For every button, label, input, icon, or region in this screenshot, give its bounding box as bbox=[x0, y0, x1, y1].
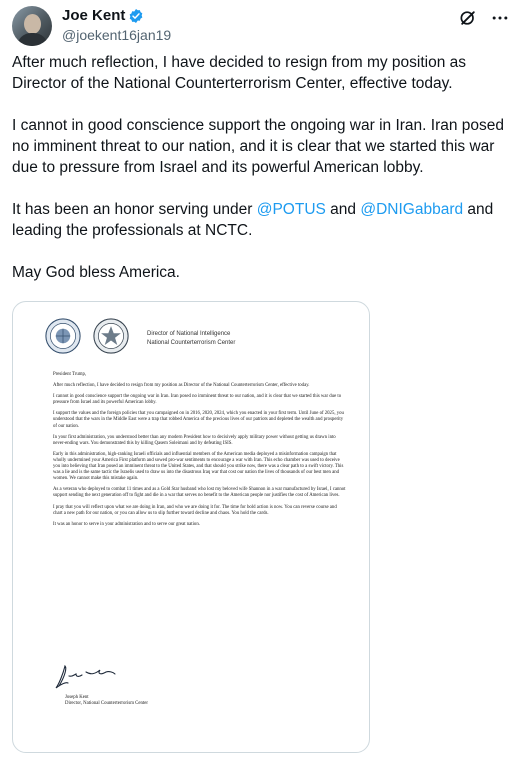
attached-image[interactable] bbox=[12, 301, 370, 753]
tweet-paragraph: May God bless America. bbox=[12, 264, 180, 281]
letter-body bbox=[53, 372, 347, 533]
tweet-paragraph: After much reflection, I have decided to resign from my position as Director of the National Counterterrorism Center, effective today. bbox=[12, 54, 467, 92]
tweet-text bbox=[12, 52, 508, 304]
letter-paragraph: I cannot in good conscience support the ongoing war in Iran. Iran posed no imminent threat to our nation, and it is clear that we started this war due to pressure from Israel and its powerful American lobby. bbox=[53, 394, 342, 406]
verified-badge-icon[interactable] bbox=[128, 8, 144, 24]
handwritten-signature bbox=[53, 664, 123, 692]
user-handle[interactable]: @joekent16jan19 bbox=[62, 27, 172, 43]
display-name[interactable]: Joe Kent bbox=[62, 7, 126, 24]
letter-salutation: President Trump, bbox=[53, 372, 87, 377]
signer-name: Joseph Kent bbox=[65, 695, 89, 700]
more-options-icon[interactable] bbox=[490, 8, 510, 28]
mention-link-dnigabbard[interactable]: @DNIGabbard bbox=[360, 201, 464, 218]
signer-block bbox=[65, 695, 148, 707]
letter-paragraph: Early in this administration, high-ranking Israeli officials and influential members of the American media deployed a misinformation campaign that wholly undermined your America First platform and sowed pro-war sentiments to encourage a war with Iran. This echo chamber was used to deceive you into believing that Iran posed an imminent threat to the United States, and that should you strike now, there was a clear path to a swift victory. This was a lie and is the same tactic the Israelis used to draw us into the disastrous Iraq war that cost our nation the lives of thousands of our best men and women. We cannot make this mistake again. bbox=[53, 451, 344, 482]
letter-paragraph: As a veteran who deployed to combat 11 times and as a Gold Star husband who lost my beloved wife Shannon in a war manufactured by Israel, I cannot support sending the next generation off to fight and die in a war that serves no benefit to the American people nor justifies the cost of American lives. bbox=[53, 487, 346, 499]
letter-paragraph: I pray that you will reflect upon what we are doing in Iran, and who we are doing it for. The time for bold action is now. You can reverse course and chart a new path for our nation, or you can allow us to slip further toward decline and chaos. You hold the cards. bbox=[53, 504, 337, 516]
dni-seal-icon bbox=[45, 318, 81, 354]
letterhead bbox=[147, 330, 235, 348]
letterhead-line: Director of National Intelligence bbox=[147, 331, 231, 337]
tweet-text-segment: and bbox=[325, 201, 361, 218]
tweet-header bbox=[12, 6, 510, 48]
letter-paragraph: It was an honor to serve in your administration and to serve our great nation. bbox=[53, 521, 200, 527]
tweet-paragraph bbox=[12, 199, 508, 241]
signer-title: Director, National Counterterrorism Center bbox=[65, 701, 148, 706]
avatar[interactable] bbox=[12, 6, 52, 46]
tweet-text-segment: It has been an honor serving under bbox=[12, 201, 257, 218]
nctc-seal-icon bbox=[93, 318, 129, 354]
grok-icon[interactable] bbox=[458, 8, 478, 28]
name-row bbox=[62, 7, 144, 24]
tweet-paragraph: I cannot in good conscience support the ongoing war in Iran. Iran posed no imminent threat to our nation, and it is clear that we started this war due to pressure from Israel and its powerful American lobby. bbox=[12, 117, 505, 176]
letterhead-line: National Counterterrorism Center bbox=[147, 340, 236, 346]
letter-paragraph: I support the values and the foreign policies that you campaigned on in 2016, 2020, 2024, which you enacted in your first term. Until June of 2025, you understood that the wars in the Middle East were a trap that robbed America of the precious lives of our patriots and depleted the wealth and prosperity of our nation. bbox=[53, 411, 344, 429]
letter-paragraph: After much reflection, I have decided to resign from my position as Director of the National Counterterrorism Center, effective today. bbox=[53, 383, 310, 389]
resignation-letter bbox=[23, 310, 361, 744]
letter-paragraph: In your first administration, you understood better than any modern President how to decisively apply military power without getting us drawn into never-ending wars. You demonstrated this by killing Qasem Soleimani and by defeating ISIS. bbox=[53, 434, 336, 446]
tweet-text-segment: and leading the professionals at NCTC. bbox=[12, 201, 494, 239]
mention-link-potus[interactable]: @POTUS bbox=[256, 201, 326, 218]
header-actions bbox=[458, 8, 510, 28]
